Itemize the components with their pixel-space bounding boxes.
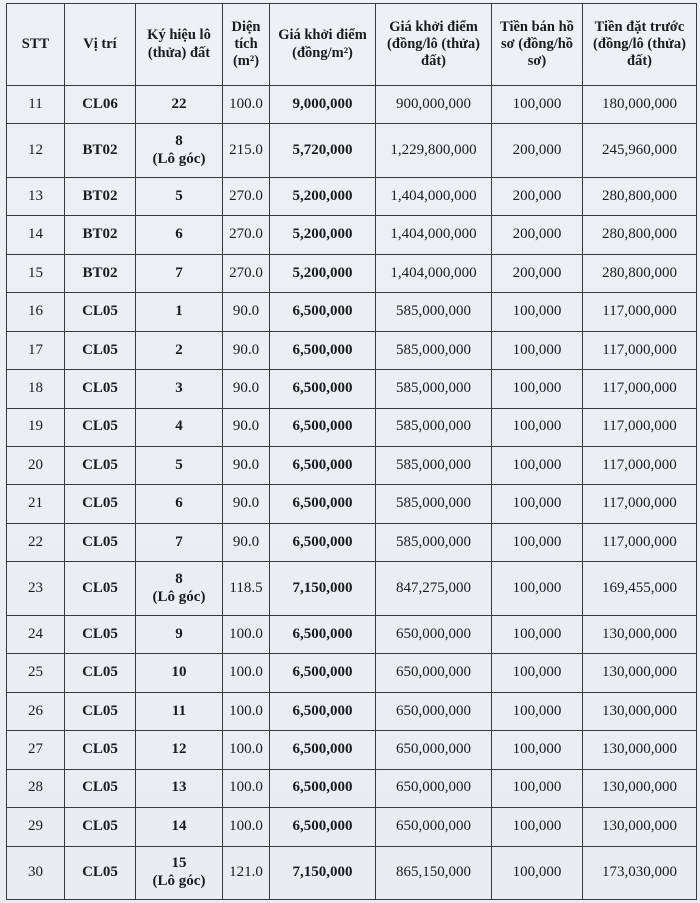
cell-price-per-lot: 585,000,000 (376, 331, 492, 369)
cell-stt: 12 (7, 124, 65, 177)
cell-lot-code: 8 (Lô góc) (136, 562, 223, 615)
cell-area: 100.0 (223, 808, 270, 846)
table-row (7, 370, 697, 408)
table-row (7, 293, 697, 331)
header-dossier-fee: Tiền bán hồ sơ (đồng/hồ sơ) (492, 4, 583, 86)
cell-price-per-m2: 6,500,000 (270, 731, 376, 769)
cell-price-per-m2: 9,000,000 (270, 86, 376, 124)
cell-price-per-m2: 6,500,000 (270, 485, 376, 523)
table-row (7, 615, 697, 653)
header-price-per-lot: Giá khởi điểm (đồng/lô (thửa) đất) (376, 4, 492, 86)
cell-deposit: 173,030,000 (583, 846, 697, 899)
table-row (7, 692, 697, 730)
cell-stt: 26 (7, 692, 65, 730)
table-row (7, 124, 697, 177)
cell-lot-code: 15 (Lô góc) (136, 846, 223, 899)
table-row (7, 485, 697, 523)
cell-price-per-lot: 585,000,000 (376, 523, 492, 561)
table-row (7, 769, 697, 807)
cell-location: CL05 (65, 769, 136, 807)
cell-dossier-fee: 100,000 (492, 86, 583, 124)
cell-stt: 23 (7, 562, 65, 615)
land-lot-table (6, 3, 697, 900)
cell-price-per-m2: 6,500,000 (270, 523, 376, 561)
header-price-per-m2: Giá khởi điểm (đồng/m²) (270, 4, 376, 86)
cell-lot-code: 6 (136, 485, 223, 523)
cell-deposit: 245,960,000 (583, 124, 697, 177)
cell-price-per-lot: 1,404,000,000 (376, 177, 492, 215)
cell-dossier-fee: 100,000 (492, 408, 583, 446)
cell-price-per-m2: 6,500,000 (270, 293, 376, 331)
cell-area: 215.0 (223, 124, 270, 177)
cell-location: CL05 (65, 692, 136, 730)
cell-stt: 19 (7, 408, 65, 446)
cell-dossier-fee: 100,000 (492, 731, 583, 769)
cell-deposit: 130,000,000 (583, 769, 697, 807)
cell-lot-code: 12 (136, 731, 223, 769)
cell-location: CL05 (65, 654, 136, 692)
cell-lot-code: 14 (136, 808, 223, 846)
header-lot-code: Ký hiệu lô (thửa) đất (136, 4, 223, 86)
cell-price-per-m2: 5,200,000 (270, 216, 376, 254)
cell-price-per-lot: 650,000,000 (376, 769, 492, 807)
cell-dossier-fee: 100,000 (492, 615, 583, 653)
cell-lot-code: 22 (136, 86, 223, 124)
cell-price-per-m2: 6,500,000 (270, 331, 376, 369)
table-row (7, 177, 697, 215)
cell-location: CL05 (65, 331, 136, 369)
cell-deposit: 280,800,000 (583, 177, 697, 215)
cell-area: 100.0 (223, 615, 270, 653)
header-area: Diện tích (m²) (223, 4, 270, 86)
cell-location: CL05 (65, 523, 136, 561)
cell-area: 270.0 (223, 254, 270, 292)
cell-dossier-fee: 100,000 (492, 485, 583, 523)
table-row (7, 86, 697, 124)
table-row (7, 562, 697, 615)
cell-deposit: 130,000,000 (583, 615, 697, 653)
cell-location: CL05 (65, 846, 136, 899)
cell-area: 90.0 (223, 523, 270, 561)
cell-price-per-lot: 585,000,000 (376, 485, 492, 523)
cell-lot-code: 6 (136, 216, 223, 254)
header-deposit: Tiền đặt trước (đồng/lô (thửa) đất) (583, 4, 697, 86)
cell-stt: 15 (7, 254, 65, 292)
cell-deposit: 117,000,000 (583, 293, 697, 331)
cell-location: CL05 (65, 447, 136, 485)
cell-location: CL05 (65, 408, 136, 446)
cell-lot-code: 1 (136, 293, 223, 331)
cell-price-per-lot: 1,229,800,000 (376, 124, 492, 177)
cell-area: 90.0 (223, 485, 270, 523)
cell-price-per-m2: 6,500,000 (270, 654, 376, 692)
cell-stt: 18 (7, 370, 65, 408)
table-row (7, 254, 697, 292)
cell-price-per-m2: 5,200,000 (270, 254, 376, 292)
cell-lot-code: 2 (136, 331, 223, 369)
cell-stt: 22 (7, 523, 65, 561)
cell-price-per-m2: 6,500,000 (270, 370, 376, 408)
cell-price-per-m2: 7,150,000 (270, 562, 376, 615)
cell-location: CL05 (65, 808, 136, 846)
table-row (7, 331, 697, 369)
cell-price-per-lot: 900,000,000 (376, 86, 492, 124)
cell-price-per-lot: 650,000,000 (376, 731, 492, 769)
cell-lot-code: 13 (136, 769, 223, 807)
cell-deposit: 117,000,000 (583, 523, 697, 561)
cell-price-per-m2: 5,200,000 (270, 177, 376, 215)
cell-lot-code: 11 (136, 692, 223, 730)
cell-location: CL05 (65, 485, 136, 523)
cell-price-per-lot: 585,000,000 (376, 447, 492, 485)
cell-price-per-lot: 865,150,000 (376, 846, 492, 899)
cell-dossier-fee: 200,000 (492, 124, 583, 177)
cell-area: 90.0 (223, 447, 270, 485)
cell-price-per-m2: 6,500,000 (270, 615, 376, 653)
cell-dossier-fee: 100,000 (492, 447, 583, 485)
cell-stt: 17 (7, 331, 65, 369)
cell-price-per-lot: 585,000,000 (376, 370, 492, 408)
table-row (7, 846, 697, 899)
cell-location: CL05 (65, 370, 136, 408)
cell-price-per-lot: 650,000,000 (376, 808, 492, 846)
cell-location: CL05 (65, 293, 136, 331)
cell-stt: 28 (7, 769, 65, 807)
cell-stt: 20 (7, 447, 65, 485)
cell-stt: 13 (7, 177, 65, 215)
cell-stt: 16 (7, 293, 65, 331)
cell-area: 121.0 (223, 846, 270, 899)
cell-dossier-fee: 200,000 (492, 177, 583, 215)
cell-area: 118.5 (223, 562, 270, 615)
cell-dossier-fee: 100,000 (492, 846, 583, 899)
cell-dossier-fee: 100,000 (492, 293, 583, 331)
cell-deposit: 130,000,000 (583, 808, 697, 846)
header-row (7, 4, 697, 86)
cell-deposit: 117,000,000 (583, 447, 697, 485)
cell-price-per-m2: 6,500,000 (270, 408, 376, 446)
cell-lot-code: 9 (136, 615, 223, 653)
cell-stt: 21 (7, 485, 65, 523)
cell-area: 90.0 (223, 370, 270, 408)
cell-dossier-fee: 100,000 (492, 808, 583, 846)
cell-price-per-lot: 650,000,000 (376, 692, 492, 730)
cell-price-per-m2: 5,720,000 (270, 124, 376, 177)
cell-stt: 29 (7, 808, 65, 846)
cell-location: CL05 (65, 731, 136, 769)
cell-area: 90.0 (223, 293, 270, 331)
cell-stt: 27 (7, 731, 65, 769)
cell-price-per-m2: 6,500,000 (270, 447, 376, 485)
cell-stt: 24 (7, 615, 65, 653)
cell-area: 100.0 (223, 692, 270, 730)
cell-deposit: 169,455,000 (583, 562, 697, 615)
cell-price-per-m2: 6,500,000 (270, 808, 376, 846)
cell-stt: 25 (7, 654, 65, 692)
cell-dossier-fee: 100,000 (492, 692, 583, 730)
cell-lot-code: 4 (136, 408, 223, 446)
cell-stt: 30 (7, 846, 65, 899)
cell-stt: 14 (7, 216, 65, 254)
cell-dossier-fee: 200,000 (492, 216, 583, 254)
cell-price-per-m2: 6,500,000 (270, 692, 376, 730)
cell-area: 90.0 (223, 408, 270, 446)
cell-deposit: 117,000,000 (583, 331, 697, 369)
table-row (7, 654, 697, 692)
cell-location: CL06 (65, 86, 136, 124)
cell-lot-code: 7 (136, 254, 223, 292)
cell-deposit: 117,000,000 (583, 408, 697, 446)
cell-dossier-fee: 100,000 (492, 769, 583, 807)
cell-area: 100.0 (223, 654, 270, 692)
cell-area: 270.0 (223, 216, 270, 254)
cell-price-per-lot: 650,000,000 (376, 654, 492, 692)
header-location: Vị trí (65, 4, 136, 86)
cell-dossier-fee: 100,000 (492, 523, 583, 561)
cell-area: 100.0 (223, 769, 270, 807)
table-row (7, 808, 697, 846)
cell-deposit: 130,000,000 (583, 731, 697, 769)
table-row (7, 523, 697, 561)
table-row (7, 216, 697, 254)
cell-deposit: 180,000,000 (583, 86, 697, 124)
cell-dossier-fee: 100,000 (492, 654, 583, 692)
cell-price-per-m2: 7,150,000 (270, 846, 376, 899)
cell-stt: 11 (7, 86, 65, 124)
cell-lot-code: 5 (136, 447, 223, 485)
cell-deposit: 280,800,000 (583, 254, 697, 292)
table-body (7, 86, 697, 900)
cell-location: CL05 (65, 615, 136, 653)
cell-area: 90.0 (223, 331, 270, 369)
header-stt: STT (7, 4, 65, 86)
cell-price-per-lot: 650,000,000 (376, 615, 492, 653)
table-row (7, 408, 697, 446)
cell-price-per-lot: 585,000,000 (376, 408, 492, 446)
cell-deposit: 130,000,000 (583, 692, 697, 730)
cell-dossier-fee: 100,000 (492, 562, 583, 615)
table-row (7, 731, 697, 769)
cell-deposit: 130,000,000 (583, 654, 697, 692)
cell-deposit: 280,800,000 (583, 216, 697, 254)
cell-lot-code: 3 (136, 370, 223, 408)
cell-deposit: 117,000,000 (583, 485, 697, 523)
cell-location: CL05 (65, 562, 136, 615)
cell-area: 100.0 (223, 86, 270, 124)
cell-dossier-fee: 100,000 (492, 370, 583, 408)
cell-location: BT02 (65, 177, 136, 215)
cell-location: BT02 (65, 216, 136, 254)
table-row (7, 447, 697, 485)
cell-lot-code: 5 (136, 177, 223, 215)
cell-price-per-m2: 6,500,000 (270, 769, 376, 807)
cell-area: 270.0 (223, 177, 270, 215)
cell-price-per-lot: 1,404,000,000 (376, 254, 492, 292)
cell-price-per-lot: 585,000,000 (376, 293, 492, 331)
cell-price-per-lot: 1,404,000,000 (376, 216, 492, 254)
cell-lot-code: 10 (136, 654, 223, 692)
cell-location: BT02 (65, 254, 136, 292)
cell-dossier-fee: 200,000 (492, 254, 583, 292)
cell-price-per-lot: 847,275,000 (376, 562, 492, 615)
cell-deposit: 117,000,000 (583, 370, 697, 408)
cell-dossier-fee: 100,000 (492, 331, 583, 369)
cell-lot-code: 7 (136, 523, 223, 561)
cell-lot-code: 8 (Lô góc) (136, 124, 223, 177)
cell-location: BT02 (65, 124, 136, 177)
cell-area: 100.0 (223, 731, 270, 769)
